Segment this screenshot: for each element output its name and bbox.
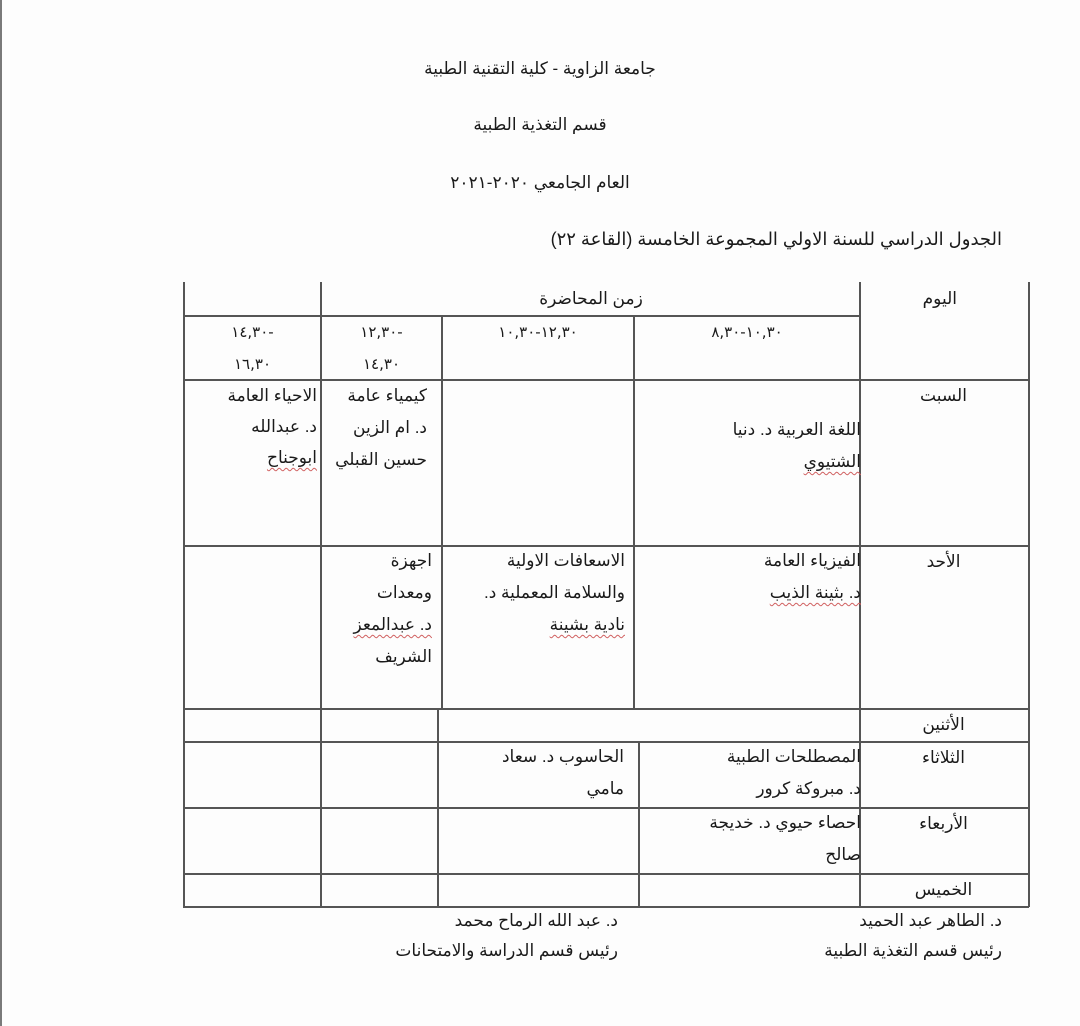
course-line: د. مبروكة كرور xyxy=(756,779,861,798)
university-title: جامعة الزاوية - كلية التقنية الطبية xyxy=(424,59,656,78)
day-tuesday: الثلاثاء xyxy=(921,748,966,767)
course-line: نادية بشينة xyxy=(549,615,625,634)
course-line: الاسعافات الاولية xyxy=(506,551,625,570)
course-line xyxy=(651,577,861,609)
signature-title: رئيس قسم الدراسة والامتحانات xyxy=(395,941,618,960)
period-time-end: ١٤,٣٠ xyxy=(363,355,400,373)
course-line: الشريف xyxy=(375,647,432,666)
course-line: د. ام الزين xyxy=(353,418,427,437)
period-time-start: -١٤,٣٠ xyxy=(231,323,274,341)
course-line: اجهزة xyxy=(390,551,432,570)
time-column-header: زمن المحاضرة xyxy=(539,289,643,308)
course-line: والسلامة المعملية د. xyxy=(483,583,625,602)
period-header-1 xyxy=(635,316,859,348)
course-line-text: د. بثينة الذيب xyxy=(769,583,861,602)
course-line: ابوجناح xyxy=(266,448,317,467)
class-cell xyxy=(312,380,427,476)
academic-year: العام الجامعي ٢٠٢٠-٢٠٢١ xyxy=(450,173,630,192)
page-edge xyxy=(0,0,2,1026)
class-cell xyxy=(317,545,432,673)
course-line: الشتيوي xyxy=(803,452,861,471)
day-saturday: السبت xyxy=(920,386,967,405)
class-cell xyxy=(646,807,861,871)
class-cell xyxy=(646,741,861,805)
day-column-header: اليوم xyxy=(922,289,957,308)
grid-line xyxy=(638,741,640,907)
course-line: الحاسوب د. سعاد xyxy=(501,747,624,766)
course-line: ومعدات xyxy=(376,583,432,602)
course-line: احصاء حيوي د. خديجة xyxy=(709,813,861,832)
grid-line xyxy=(633,315,635,708)
period-header-2 xyxy=(443,316,633,348)
class-cell xyxy=(440,545,625,641)
class-cell xyxy=(651,545,861,609)
signature-title: رئيس قسم التغذية الطبية xyxy=(824,941,1002,960)
period-time: ١٢,٣٠-١٠,٣٠ xyxy=(498,323,578,341)
course-line: كيمياء عامة xyxy=(347,386,427,405)
signature-nutrition-head xyxy=(742,906,1002,966)
day-sunday: الأحد xyxy=(926,552,961,571)
course-line: الاحياء العامة xyxy=(227,386,317,405)
day-monday: الأثنين xyxy=(922,715,965,734)
signature-name: د. عبد الله الرماح محمد xyxy=(454,911,618,930)
course-line: د. عبدالمعز xyxy=(353,615,432,634)
period-header-4 xyxy=(185,316,320,380)
signature-name: د. الطاهر عبد الحميد xyxy=(859,911,1002,930)
course-line: د. عبدالله xyxy=(251,417,317,436)
day-wednesday: الأربعاء xyxy=(919,814,968,833)
class-cell xyxy=(651,414,861,478)
course-line: اللغة العربية د. دنيا xyxy=(732,420,861,439)
department-title: قسم التغذية الطبية xyxy=(473,115,607,134)
period-time: ١٠,٣٠-٨,٣٠ xyxy=(711,323,783,341)
period-header-3 xyxy=(322,316,441,380)
course-line: حسين القبلي xyxy=(335,450,427,469)
grid-line xyxy=(1028,282,1030,907)
course-line: الفيزياء العامة xyxy=(763,551,861,570)
class-cell xyxy=(185,380,317,473)
course-line: صالح xyxy=(825,845,861,864)
schedule-title: الجدول الدراسي للسنة الاولي المجموعة الخامسة (القاعة ٢٢) xyxy=(550,229,1002,249)
signature-exams-head xyxy=(338,906,618,966)
course-line: مامي xyxy=(586,779,624,798)
grid-line xyxy=(441,315,443,708)
day-thursday: الخميس xyxy=(914,880,973,899)
grid-line xyxy=(437,708,439,907)
course-line: المصطلحات الطبية xyxy=(726,747,861,766)
class-cell xyxy=(439,741,624,805)
period-time-end: ١٦,٣٠ xyxy=(234,355,271,373)
period-time-start: -١٢,٣٠ xyxy=(360,323,403,341)
